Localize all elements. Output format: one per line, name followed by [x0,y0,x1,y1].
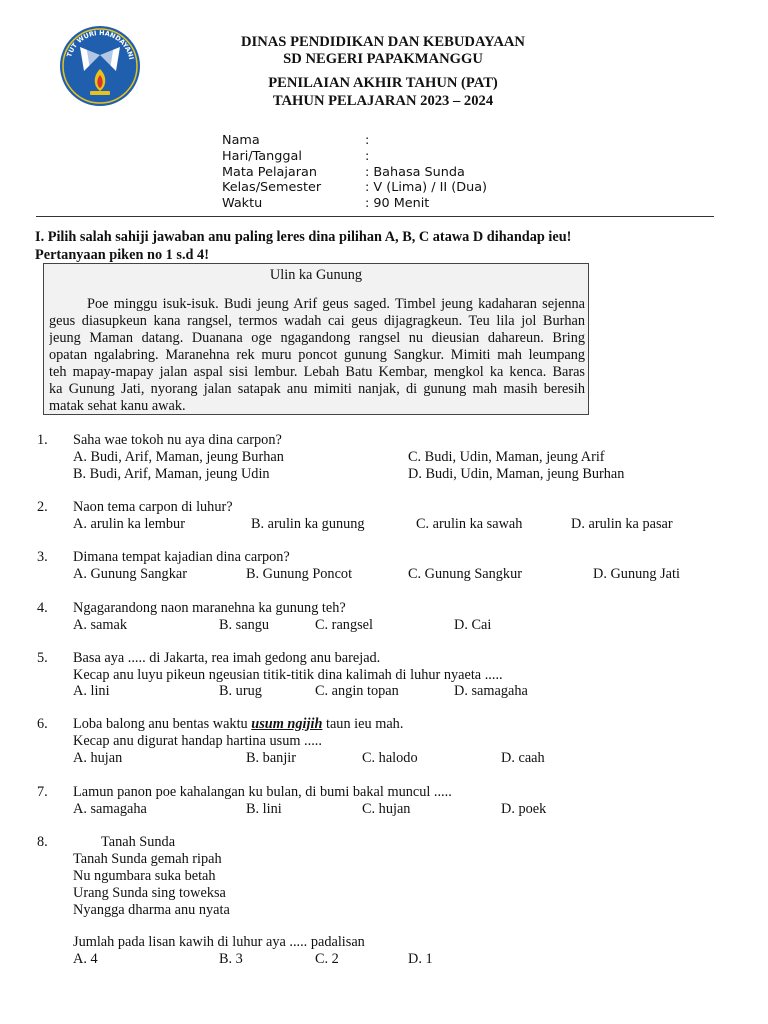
option-c[interactable]: C. halodo [362,750,418,766]
option-c[interactable]: C. angin topan [315,683,399,699]
identity-value-time: : 90 Menit [365,196,430,211]
poem-line: Urang Sunda sing toweksa [73,885,226,901]
header-exam: PENILAIAN AKHIR TAHUN (PAT) [268,75,498,91]
header-year: TAHUN PELAJARAN 2023 – 2024 [272,93,494,109]
question-number: 6. [37,716,48,732]
option-c[interactable]: C. arulin ka sawah [416,516,523,532]
header-divider [36,216,714,217]
identity-value-class: : V (Lima) / II (Dua) [365,180,488,195]
option-d[interactable]: D. Budi, Udin, Maman, jeung Burhan [408,466,625,482]
option-b[interactable]: B. banjir [246,750,297,766]
question-text: Jumlah pada lisan kawih di luhur aya ..... padalisan [73,934,365,950]
question-text-start: Loba balong anu bentas waktu [73,716,252,732]
poem-line: Tanah Sunda gemah ripah [73,851,222,867]
option-c[interactable]: C. hujan [362,801,411,817]
identity-label-date: Hari/Tanggal [222,149,302,164]
passage-line: ka Gunung Jati, nyorang jalan satapak anu mimiti nanjak, di gunung mah masih beresih [49,381,585,397]
question-text: Naon tema carpon di luhur? [73,499,233,515]
option-b[interactable]: B. Budi, Arif, Maman, jeung Udin [73,466,270,482]
question-text: Basa aya ..... di Jakarta, rea imah gedong anu barejad. [73,650,381,666]
option-a[interactable]: A. Gunung Sangkar [73,566,187,582]
option-d[interactable]: D. arulin ka pasar [571,516,673,532]
question-number: 4. [37,600,48,616]
question-number: 2. [37,499,48,515]
passage-text [49,296,585,415]
question-prompt: Kecap anu digurat handap hartina usum ..... [73,733,322,749]
question-number: 8. [37,834,48,850]
svg-text:TUT WURI HANDAYANI: TUT WURI HANDAYANI [65,28,136,61]
instruction-passage: Pertanyaan piken no 1 s.d 4! [35,247,209,263]
poem-line: Nu ngumbara suka betah [73,868,216,884]
option-a[interactable]: A. Budi, Arif, Maman, jeung Burhan [73,449,284,465]
passage-line: Poe minggu isuk-isuk. Budi jeung Arif geus saged. Timbel jeung kadaharan sejenna [87,296,585,312]
identity-value-date: : [365,149,370,164]
option-b[interactable]: B. urug [219,683,262,699]
underlined-term: usum ngijih [251,716,323,732]
option-c[interactable]: C. Budi, Udin, Maman, jeung Arif [408,449,605,465]
question-text-end: taun ieu mah. [322,716,404,732]
option-a[interactable]: A. samagaha [73,801,147,817]
option-b[interactable]: B. lini [246,801,282,817]
option-a[interactable]: A. hujan [73,750,123,766]
question-number: 3. [37,549,48,565]
option-c[interactable]: C. Gunung Sangkur [408,566,522,582]
passage-line: geus diasupkeun kana rangsel, termos wadah cai geus dijagragkeun. Teu lila jol Burhan [49,313,585,329]
passage-title: Ulin ka Gunung [269,267,363,283]
question-number: 5. [37,650,48,666]
identity-label-time: Waktu [222,196,263,211]
option-a[interactable]: A. lini [73,683,110,699]
option-d[interactable]: D. poek [501,801,547,817]
option-d[interactable]: D. samagaha [454,683,528,699]
option-b[interactable]: B. Gunung Poncot [246,566,353,582]
passage-line: opatan ngalabring. Maranehna rek muru poncot gunung Sangkur. Mimiti mah leumpang [49,347,585,363]
instruction-main: I. Pilih salah sahiji jawaban anu paling leres dina pilihan A, B, C atawa D dihandap ieu! [35,229,572,245]
tut-wuri-handayani-logo [56,25,144,107]
question-text: Saha wae tokoh nu aya dina carpon? [73,432,282,448]
question-prompt: Kecap anu luyu pikeun ngeusian titik-titik dina kalimah di luhur nyaeta ..... [73,667,503,683]
identity-value-name: : [365,133,370,148]
header-school: SD NEGERI PAPAKMANGGU [283,51,483,67]
poem-line: Nyangga dharma anu nyata [73,902,230,918]
option-b[interactable]: B. sangu [219,617,270,633]
identity-label-name: Nama [222,133,260,148]
identity-label-subject: Mata Pelajaran [222,165,317,180]
option-b[interactable]: B. 3 [219,951,243,967]
question-number: 1. [37,432,48,448]
passage-line: matak sehat kanu awak. [49,398,186,414]
identity-value-subject: : Bahasa Sunda [365,165,465,180]
reading-passage-box [43,263,589,415]
option-c[interactable]: C. 2 [315,951,339,967]
identity-label-class: Kelas/Semester [222,180,322,195]
option-a[interactable]: A. samak [73,617,127,633]
option-b[interactable]: B. arulin ka gunung [251,516,365,532]
option-d[interactable]: D. Cai [454,617,492,633]
question-text: Ngagarandong naon maranehna ka gunung teh? [73,600,346,616]
question-text [73,716,403,733]
question-text: Dimana tempat kajadian dina carpon? [73,549,290,565]
question-text: Lamun panon poe kahalangan ku bulan, di bumi bakal muncul ..... [73,784,452,800]
option-d[interactable]: D. Gunung Jati [593,566,680,582]
option-d[interactable]: D. caah [501,750,545,766]
option-d[interactable]: D. 1 [408,951,433,967]
option-c[interactable]: C. rangsel [315,617,373,633]
passage-line: jeung Maman datang. Duanana oge ngagandong rangsel nu dieusian dahareun. Bring [49,330,585,346]
option-a[interactable]: A. arulin ka lembur [73,516,185,532]
passage-line: teh mapay-mapay jalan aspal sisi lembur. Lebah Batu Kembar, mengkol ka kenca. Baras [49,364,585,380]
question-number: 7. [37,784,48,800]
poem-title: Tanah Sunda [101,834,176,850]
option-a[interactable]: A. 4 [73,951,98,967]
header-office: DINAS PENDIDIKAN DAN KEBUDAYAAN [241,34,525,50]
